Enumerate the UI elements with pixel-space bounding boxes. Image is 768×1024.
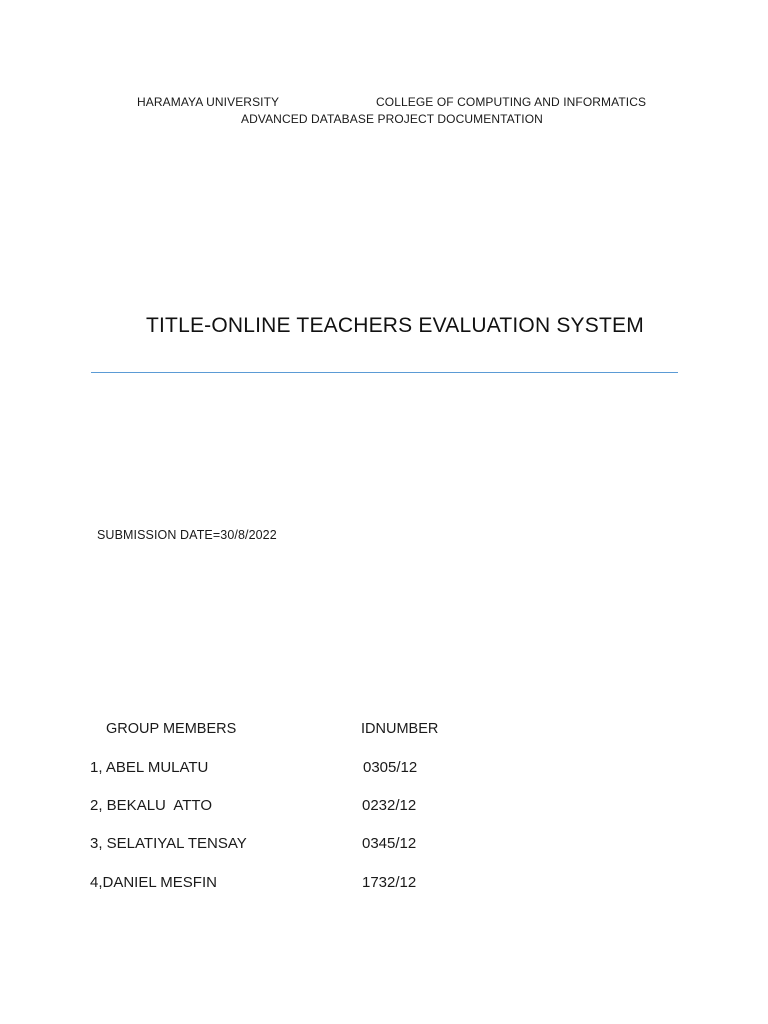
member-id: 1732/12: [362, 874, 417, 891]
project-subtitle: ADVANCED DATABASE PROJECT DOCUMENTATION: [241, 112, 543, 126]
column-header-id: IDNUMBER: [361, 721, 439, 737]
member-name: 1, ABEL MULATU: [90, 759, 209, 776]
member-id: 0305/12: [363, 759, 418, 776]
title-divider: [91, 372, 678, 373]
submission-date: SUBMISSION DATE=30/8/2022: [97, 528, 277, 542]
member-name: 2, BEKALU ATTO: [90, 797, 212, 814]
document-title: TITLE-ONLINE TEACHERS EVALUATION SYSTEM: [146, 314, 644, 337]
member-id: 0232/12: [362, 797, 417, 814]
member-id: 0345/12: [362, 835, 417, 852]
member-name: 4,DANIEL MESFIN: [90, 874, 217, 891]
column-header-members: GROUP MEMBERS: [106, 721, 237, 737]
college-name: COLLEGE OF COMPUTING AND INFORMATICS: [376, 95, 647, 109]
university-name: HARAMAYA UNIVERSITY: [137, 95, 280, 109]
member-name: 3, SELATIYAL TENSAY: [90, 835, 247, 852]
